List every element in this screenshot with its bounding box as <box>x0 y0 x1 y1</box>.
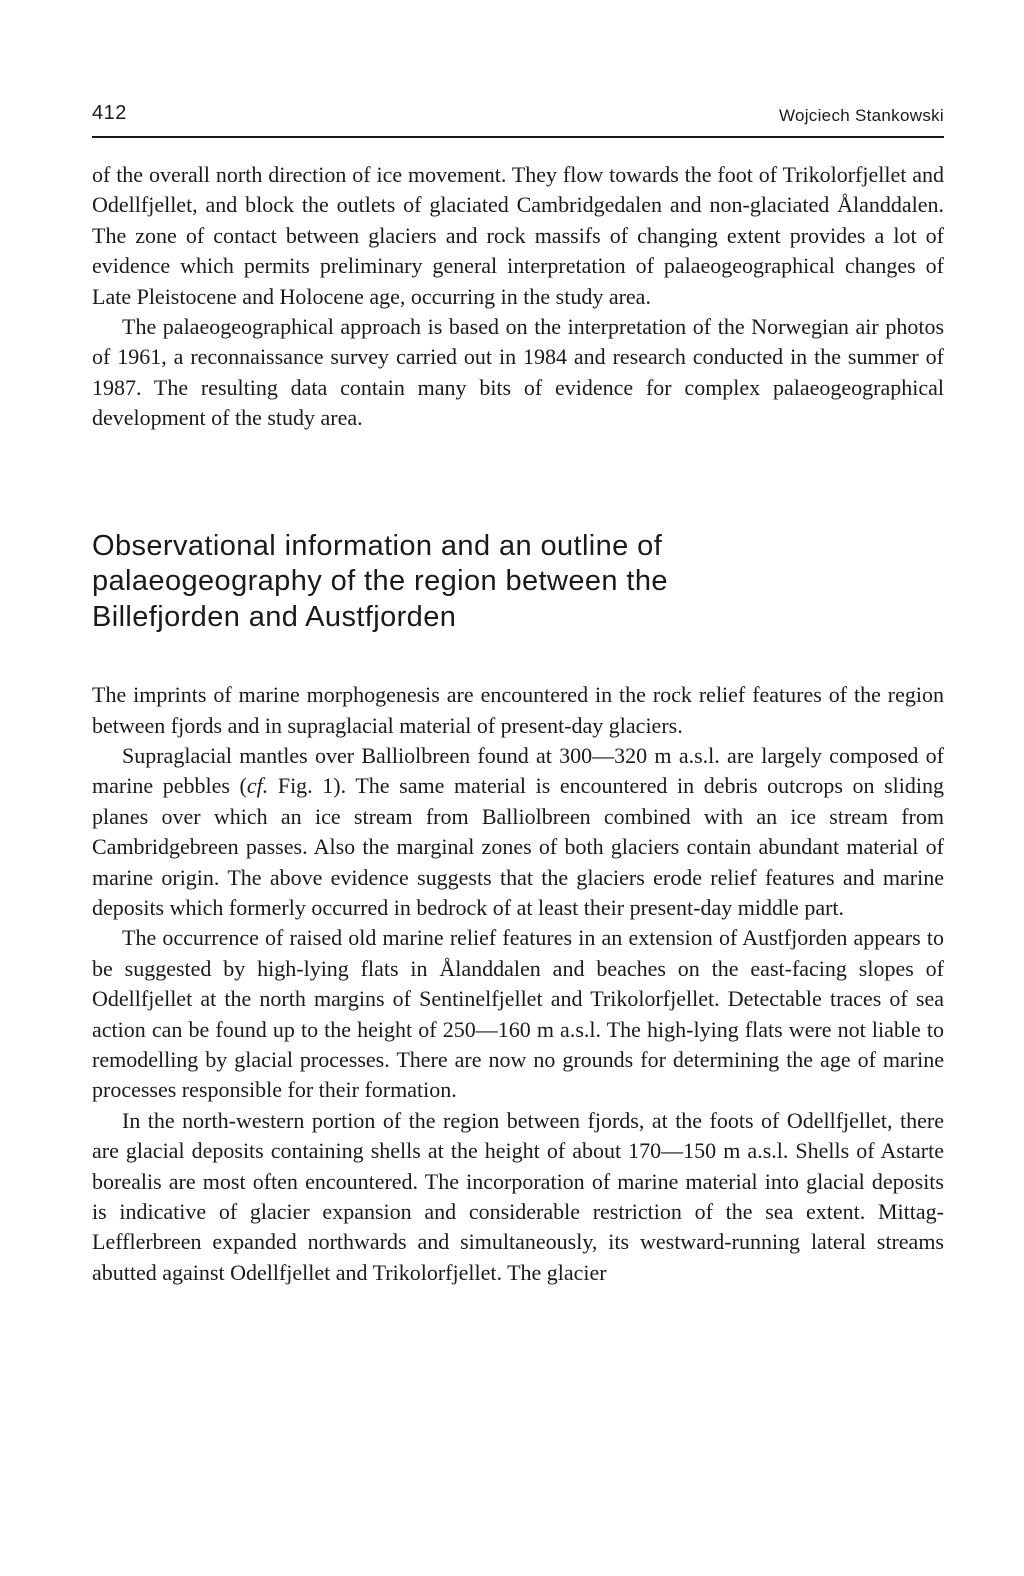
page-number: 412 <box>92 102 127 124</box>
section-heading: Observational information and an outline of palaeogeography of the region between the Billefjorden and Austfjorden <box>92 529 668 633</box>
running-header <box>92 96 944 138</box>
intro-text <box>92 160 944 434</box>
paragraph: of the overall north direction of ice movement. They flow towards the foot of Trikolorfjellet and Odellfjellet, and block the outlets of glaciated Cambridgedalen and non-glaciated Ålanddalen. The zone of contact between glaciers and rock massifs of changing extent provides a lot of evidence which permits preliminary general interpretation of palaeogeographical changes of Late Pleistocene and Holocene age, occurring in the study area. <box>92 162 944 309</box>
section-body <box>92 680 944 1288</box>
text-span: Supraglacial mantles over Balliolbreen found at 300—320 m a.s.l. are largely composed of marine pebbles ( <box>92 742 944 799</box>
cf-abbreviation: cf. <box>246 773 269 799</box>
paragraph: The imprints of marine morphogenesis are encountered in the rock relief features of the region between fjords and in supraglacial material of present-day glaciers. <box>92 682 944 738</box>
paragraph <box>92 741 944 923</box>
paragraph: The palaeogeographical approach is based on the interpretation of the Norwegian air photos of 1961, a reconnaissance survey carried out in 1984 and research conducted in the summer of 1987. The resulting data contain many bits of evidence for complex palaeogeographical development of the study area. <box>92 314 944 431</box>
running-head-author: Wojciech Stankowski <box>778 106 944 125</box>
paragraph: In the north-western portion of the region between fjords, at the foots of Odellfjellet, there are glacial deposits containing shells at the height of about 170—150 m a.s.l. Shells of Astarte borealis are most often encountered. The incorporation of marine material into glacial deposits is indicative of glacier expansion and considerable restriction of the sea extent. Mittag-Lefflerbreen expanded northwards and simultaneously, its westward-running lateral streams abutted against Odellfjellet and Trikolorfjellet. The glacier <box>92 1107 944 1285</box>
text-span: Fig. 1). The same material is encountered in debris outcrops on sliding planes over which an ice stream from Balliolbreen combined with an ice stream from Cambridgebreen passes. Also the marginal zones of both glaciers contain abundant material of marine origin. The above evidence suggests that the glaciers erode relief features and marine deposits which formerly occurred in bedrock of at least their present-day middle part. <box>92 773 944 920</box>
paragraph: The occurrence of raised old marine relief features in an extension of Austfjorden appears to be suggested by high-lying flats in Ålanddalen and beaches on the east-facing slopes of Odellfjellet at the north margins of Sentinelfjellet and Trikolorfjellet. Detectable traces of sea action can be found up to the height of 250—160 m a.s.l. The high-lying flats were not liable to remodelling by glacial processes. There are now no grounds for determining the age of marine processes responsible for their formation. <box>92 925 944 1103</box>
page <box>92 96 944 1288</box>
